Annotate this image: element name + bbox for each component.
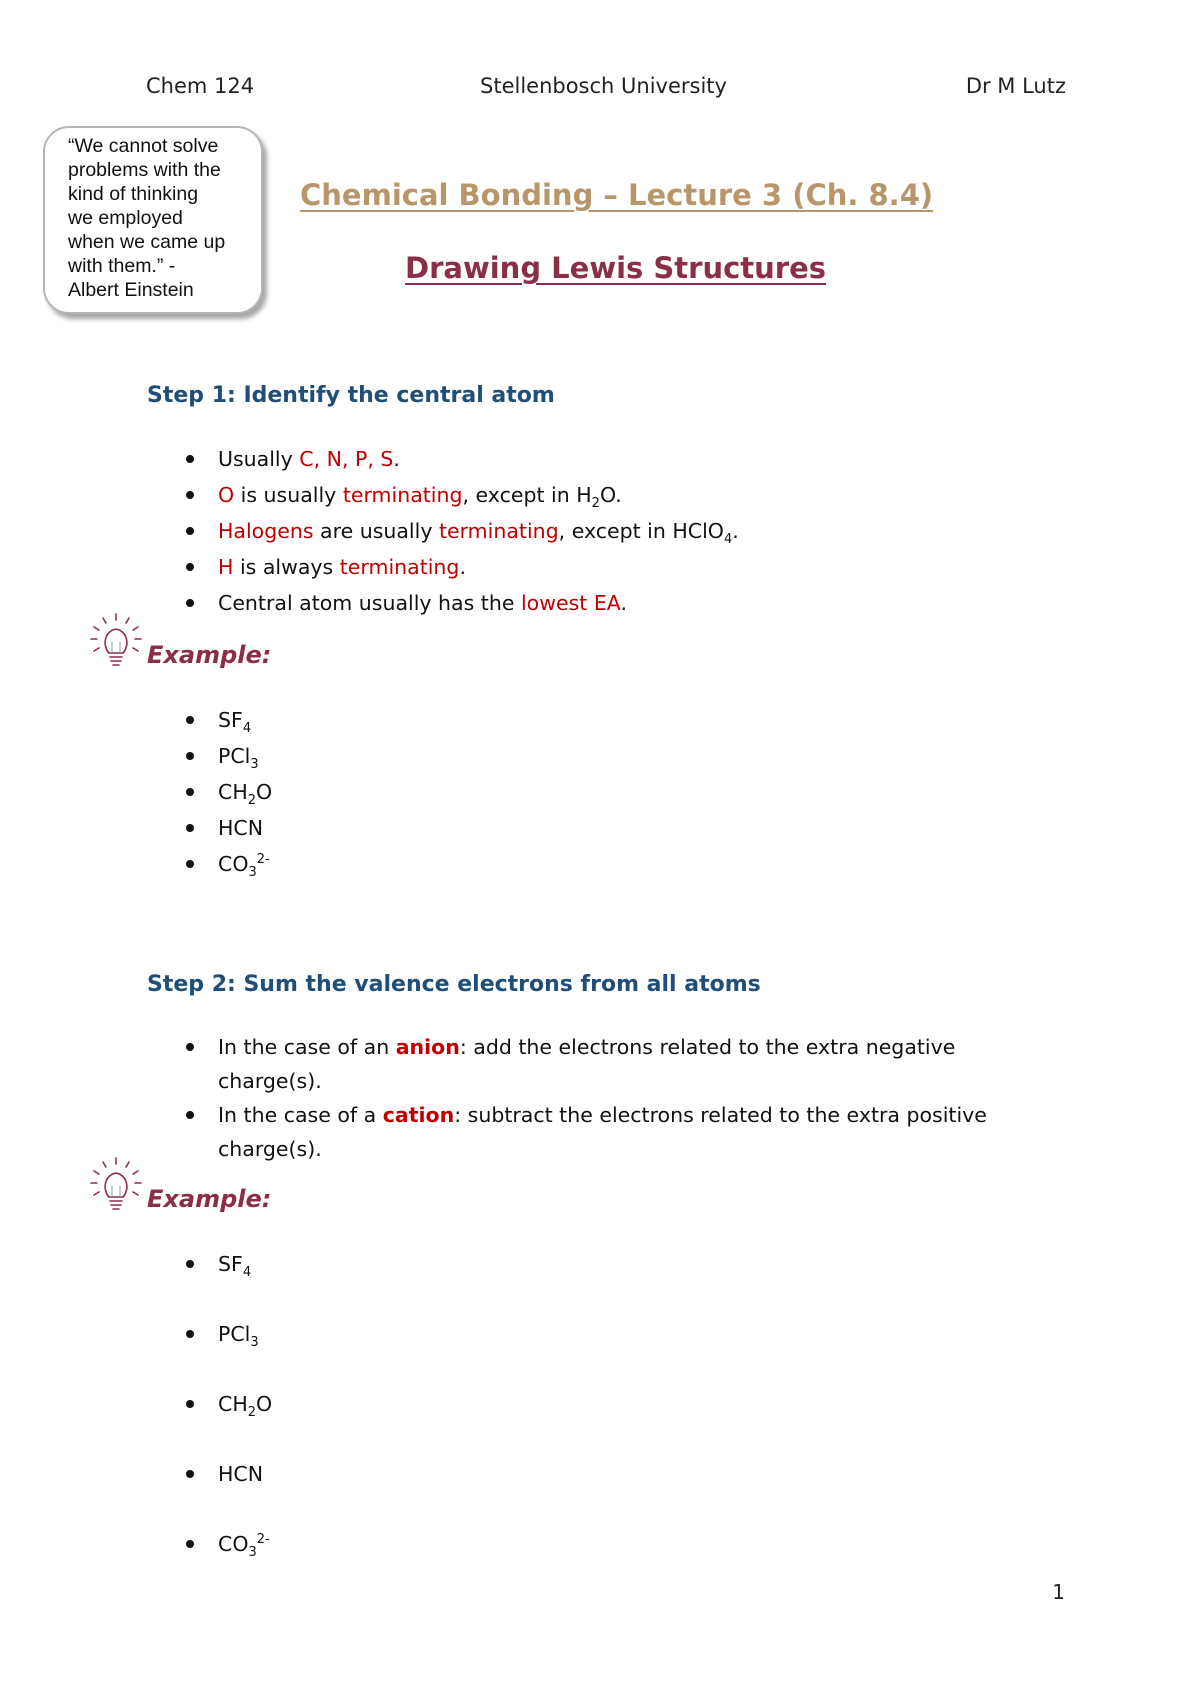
page-number: 1: [1052, 1580, 1065, 1604]
list-item: In the case of a cation: subtract the electrons related to the extra positive charge(s).: [184, 1098, 987, 1166]
list-item: O is usually terminating, except in $H_2O$.: [184, 477, 739, 513]
step1-example-list: [184, 702, 272, 882]
quote-line: Albert Einstein: [68, 279, 194, 301]
header-course: Chem 124: [146, 74, 255, 98]
lightbulb-icon: [88, 612, 144, 674]
example-label: Example:: [147, 641, 272, 669]
list-item: $CH_2O$: [184, 774, 272, 810]
list-item: $CH_2O$: [184, 1386, 272, 1456]
quote-line: “We cannot solve: [68, 135, 219, 157]
quote-box: [43, 126, 263, 314]
quote-line: kind of thinking: [68, 183, 199, 205]
header-university: Stellenbosch University: [480, 74, 727, 98]
step2-bullet-list: [184, 1030, 987, 1166]
example-label: Example:: [147, 1185, 272, 1213]
quote-line: with them.” -: [68, 255, 176, 277]
list-item: $SF_4$: [184, 702, 272, 738]
list-item: PCl$_3$: [184, 1316, 272, 1386]
quote-line: problems with the: [68, 159, 221, 181]
list-item: $CO_3^{2-}$: [184, 846, 272, 882]
list-item: In the case of an anion: add the electrons related to the extra negative charge(s).: [184, 1030, 987, 1098]
list-item: Usually C, N, P, S.: [184, 441, 739, 477]
list-item: HCN: [184, 810, 272, 846]
lightbulb-icon: [88, 1156, 144, 1218]
list-item: Halogens are usually terminating, except in HClO$_4$.: [184, 513, 739, 549]
step2-heading: Step 2: Sum the valence electrons from all atoms: [147, 972, 761, 997]
step2-example-list: [184, 1246, 272, 1562]
header-author: Dr M Lutz: [965, 74, 1066, 98]
list-item: $SF_4$: [184, 1246, 272, 1316]
step1-bullet-list: [184, 441, 739, 621]
list-item: HCN: [184, 1456, 272, 1526]
quote-line: we employed: [68, 207, 183, 229]
list-item: H is always terminating.: [184, 549, 739, 585]
list-item: $CO_3^{2-}$: [184, 1526, 272, 1562]
list-item: Central atom usually has the lowest EA.: [184, 585, 739, 621]
page-subtitle: Drawing Lewis Structures: [405, 251, 827, 285]
quote-line: when we came up: [68, 231, 226, 253]
step1-heading: Step 1: Identify the central atom: [147, 383, 555, 408]
page-title: Chemical Bonding – Lecture 3 (Ch. 8.4): [300, 178, 934, 212]
list-item: PCl$_3$: [184, 738, 272, 774]
